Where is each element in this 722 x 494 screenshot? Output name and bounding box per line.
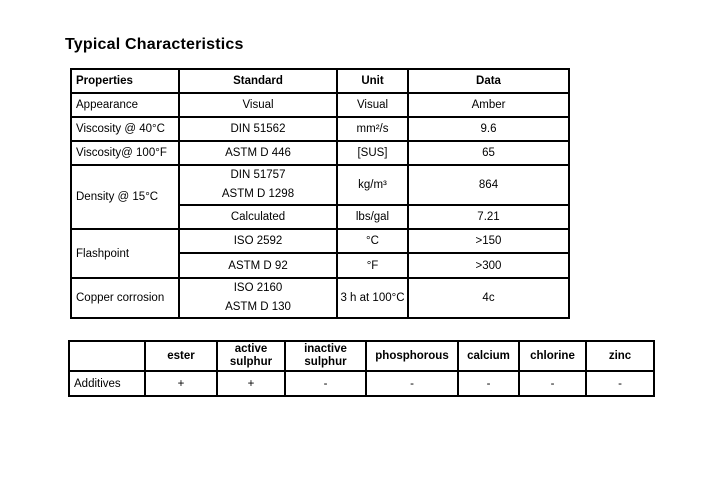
standard-cell: DIN 51562 [179, 117, 337, 141]
additive-value-phosphorous: - [366, 371, 458, 396]
unit-cell: lbs/gal [337, 205, 408, 229]
standard-line: ASTM D 1298 [221, 188, 295, 200]
property-cell: Copper corrosion [71, 278, 179, 318]
page-title: Typical Characteristics [65, 36, 244, 53]
col-header-standard: Standard [179, 69, 337, 93]
col-header-active-sulphur: active sulphur [217, 341, 285, 371]
unit-cell: 3 h at 100°C [337, 278, 408, 318]
characteristics-table [70, 68, 570, 319]
data-cell: >150 [408, 229, 569, 253]
standard-line: DIN 51757 [230, 169, 286, 181]
property-cell: Viscosity@ 100°F [71, 141, 179, 165]
data-cell: 4c [408, 278, 569, 318]
col-header-ester: ester [145, 341, 217, 371]
standard-cell: Visual [179, 93, 337, 117]
data-cell: 864 [408, 165, 569, 205]
additives-data-row [69, 371, 654, 396]
unit-cell: Visual [337, 93, 408, 117]
unit-cell: [SUS] [337, 141, 408, 165]
additive-value-inactive-sulphur: - [285, 371, 366, 396]
standard-cell: ISO 2592 [179, 229, 337, 253]
table-row-flashpoint-a [71, 229, 569, 253]
additives-table [68, 340, 655, 397]
unit-cell: °C [337, 229, 408, 253]
property-cell: Flashpoint [71, 229, 179, 278]
standard-cell: ASTM D 446 [179, 141, 337, 165]
standard-line: ASTM D 130 [225, 301, 291, 313]
col-header-phosphorous: phosphorous [366, 341, 458, 371]
additive-value-zinc: - [586, 371, 654, 396]
data-cell: 65 [408, 141, 569, 165]
col-header-data: Data [408, 69, 569, 93]
property-cell: Viscosity @ 40°C [71, 117, 179, 141]
standard-line: ISO 2160 [233, 282, 283, 294]
table-row-copper-corrosion [71, 278, 569, 318]
standard-cell [179, 278, 337, 318]
col-header-blank [69, 341, 145, 371]
unit-cell: kg/m³ [337, 165, 408, 205]
property-cell: Appearance [71, 93, 179, 117]
col-header-chlorine: chlorine [519, 341, 586, 371]
col-header-properties: Properties [71, 69, 179, 93]
row-label-additives: Additives [69, 371, 145, 396]
table-row-appearance [71, 93, 569, 117]
table-row-density-a [71, 165, 569, 205]
data-cell: 7.21 [408, 205, 569, 229]
additive-value-chlorine: - [519, 371, 586, 396]
col-header-unit: Unit [337, 69, 408, 93]
property-cell: Density @ 15°C [71, 165, 179, 229]
additive-value-ester: + [145, 371, 217, 396]
col-header-zinc: zinc [586, 341, 654, 371]
data-cell: Amber [408, 93, 569, 117]
col-header-calcium: calcium [458, 341, 519, 371]
standard-cell [179, 165, 337, 205]
unit-cell: °F [337, 253, 408, 278]
col-header-inactive-sulphur: inactive sulphur [285, 341, 366, 371]
additive-value-active-sulphur: + [217, 371, 285, 396]
data-cell: >300 [408, 253, 569, 278]
data-cell: 9.6 [408, 117, 569, 141]
additives-header-row [69, 341, 654, 371]
unit-cell: mm²/s [337, 117, 408, 141]
table-row-viscosity-100f [71, 141, 569, 165]
additive-value-calcium: - [458, 371, 519, 396]
standard-cell: Calculated [179, 205, 337, 229]
characteristics-header-row [71, 69, 569, 93]
table-row-viscosity-40c [71, 117, 569, 141]
standard-cell: ASTM D 92 [179, 253, 337, 278]
